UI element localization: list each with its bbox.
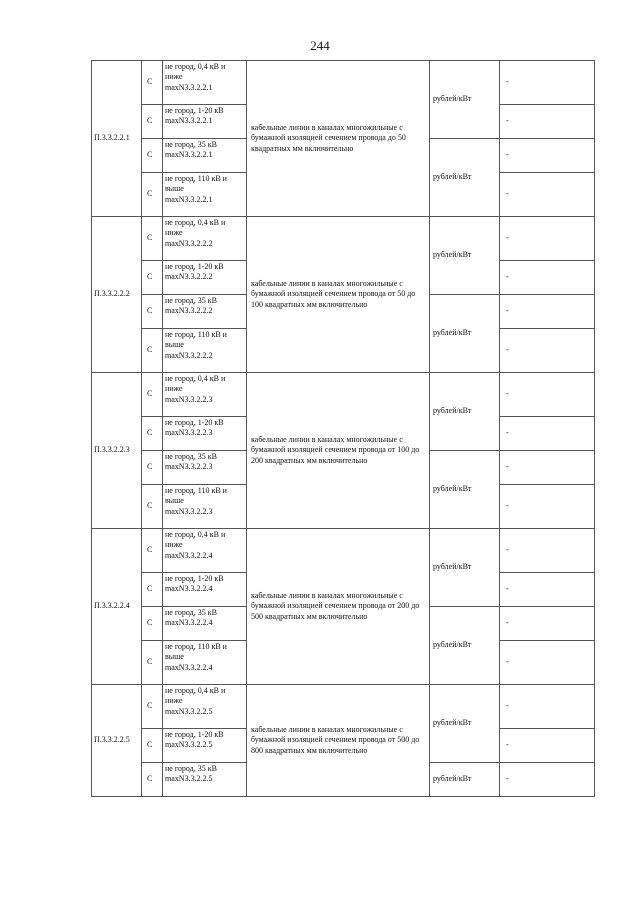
voltage-level-line: не город, 110 кВ и bbox=[165, 330, 227, 339]
voltage-level-line: maxN3.3.2.2.5 bbox=[165, 740, 213, 750]
table-row bbox=[92, 217, 595, 261]
voltage-level-line: выше bbox=[165, 496, 184, 506]
item-code: П.3.3.2.2.3 bbox=[92, 373, 142, 529]
category-letter: С bbox=[142, 729, 163, 763]
voltage-level-cell bbox=[163, 261, 247, 295]
voltage-level-line: ниже bbox=[165, 72, 183, 82]
category-letter: С bbox=[142, 451, 163, 485]
category-letter: С bbox=[142, 607, 163, 641]
voltage-level-cell bbox=[163, 729, 247, 763]
voltage-level-line: maxN3.3.2.2.2 bbox=[165, 350, 213, 360]
value-cell: - bbox=[500, 139, 595, 173]
voltage-level-cell bbox=[163, 485, 247, 529]
category-letter: С bbox=[142, 61, 163, 105]
voltage-level-line: выше bbox=[165, 340, 184, 350]
value-cell: - bbox=[500, 641, 595, 685]
voltage-level-line: maxN3.3.2.2.3 bbox=[165, 394, 213, 404]
line-description: кабельные линии в каналах многожильные с бумажной изоляцией сечением провода от 500 до 800 квадратных мм включительно bbox=[247, 685, 430, 797]
value-cell: - bbox=[500, 729, 595, 763]
item-code: П.3.3.2.2.2 bbox=[92, 217, 142, 373]
line-description: кабельные линии в каналах многожильные с бумажной изоляцией сечением провода от 100 до 200 квадратных мм включительно bbox=[247, 373, 430, 529]
voltage-level-line: maxN3.3.2.2.4 bbox=[165, 662, 213, 672]
voltage-level-cell bbox=[163, 573, 247, 607]
voltage-level-cell bbox=[163, 105, 247, 139]
unit-cell: рублей/кВт bbox=[430, 685, 500, 763]
category-letter: С bbox=[142, 373, 163, 417]
unit-cell: рублей/кВт bbox=[430, 529, 500, 607]
category-letter: С bbox=[142, 763, 163, 797]
category-letter: С bbox=[142, 139, 163, 173]
category-letter: С bbox=[142, 485, 163, 529]
category-letter: С bbox=[142, 641, 163, 685]
tariff-table-body bbox=[92, 61, 595, 797]
value-cell: - bbox=[500, 451, 595, 485]
voltage-level-line: не город, 35 кВ bbox=[165, 296, 217, 305]
value-cell: - bbox=[500, 763, 595, 797]
table-row bbox=[92, 373, 595, 417]
table-row bbox=[92, 61, 595, 105]
line-description: кабельные линии в каналах многожильные с бумажной изоляцией сечением провода от 50 до 100 квадратных мм включительно bbox=[247, 217, 430, 373]
value-cell: - bbox=[500, 261, 595, 295]
voltage-level-cell bbox=[163, 217, 247, 261]
voltage-level-cell bbox=[163, 417, 247, 451]
unit-cell: рублей/кВт bbox=[430, 763, 500, 797]
value-cell: - bbox=[500, 607, 595, 641]
voltage-level-line: maxN3.3.2.2.2 bbox=[165, 306, 213, 316]
voltage-level-line: ниже bbox=[165, 540, 183, 550]
voltage-level-line: maxN3.3.2.2.5 bbox=[165, 774, 213, 784]
voltage-level-line: выше bbox=[165, 652, 184, 662]
voltage-level-line: maxN3.3.2.2.5 bbox=[165, 706, 213, 716]
item-code: П.3.3.2.2.4 bbox=[92, 529, 142, 685]
voltage-level-line: maxN3.3.2.2.2 bbox=[165, 238, 213, 248]
category-letter: С bbox=[142, 685, 163, 729]
value-cell: - bbox=[500, 417, 595, 451]
category-letter: С bbox=[142, 261, 163, 295]
unit-cell: рублей/кВт bbox=[430, 373, 500, 451]
voltage-level-line: maxN3.3.2.2.1 bbox=[165, 194, 213, 204]
voltage-level-cell bbox=[163, 763, 247, 797]
voltage-level-line: maxN3.3.2.2.3 bbox=[165, 506, 213, 516]
category-letter: С bbox=[142, 329, 163, 373]
voltage-level-line: не город, 110 кВ и bbox=[165, 174, 227, 183]
table-row bbox=[92, 529, 595, 573]
value-cell: - bbox=[500, 373, 595, 417]
page-number: 244 bbox=[310, 38, 330, 53]
voltage-level-cell bbox=[163, 685, 247, 729]
voltage-level-cell bbox=[163, 329, 247, 373]
voltage-level-line: не город, 1-20 кВ bbox=[165, 106, 224, 115]
voltage-level-cell bbox=[163, 451, 247, 485]
category-letter: С bbox=[142, 105, 163, 139]
unit-cell: рублей/кВт bbox=[430, 451, 500, 529]
voltage-level-cell bbox=[163, 173, 247, 217]
voltage-level-line: не город, 1-20 кВ bbox=[165, 574, 224, 583]
value-cell: - bbox=[500, 529, 595, 573]
voltage-level-line: не город, 1-20 кВ bbox=[165, 418, 224, 427]
voltage-level-line: не город, 35 кВ bbox=[165, 764, 217, 773]
voltage-level-line: ниже bbox=[165, 228, 183, 238]
voltage-level-cell bbox=[163, 607, 247, 641]
voltage-level-line: не город, 35 кВ bbox=[165, 140, 217, 149]
category-letter: С bbox=[142, 295, 163, 329]
voltage-level-cell bbox=[163, 373, 247, 417]
line-description: кабельные линии в каналах многожильные с бумажной изоляцией сечением провода от 200 до 500 квадратных мм включительно bbox=[247, 529, 430, 685]
voltage-level-line: не город, 35 кВ bbox=[165, 608, 217, 617]
category-letter: С bbox=[142, 573, 163, 607]
voltage-level-line: не город, 35 кВ bbox=[165, 452, 217, 461]
value-cell: - bbox=[500, 105, 595, 139]
value-cell: - bbox=[500, 573, 595, 607]
category-letter: С bbox=[142, 417, 163, 451]
voltage-level-line: не город, 0,4 кВ и bbox=[165, 530, 226, 539]
value-cell: - bbox=[500, 329, 595, 373]
voltage-level-line: не город, 110 кВ и bbox=[165, 486, 227, 495]
voltage-level-line: не город, 0,4 кВ и bbox=[165, 62, 226, 71]
unit-cell: рублей/кВт bbox=[430, 139, 500, 217]
voltage-level-line: maxN3.3.2.2.3 bbox=[165, 428, 213, 438]
value-cell: - bbox=[500, 295, 595, 329]
voltage-level-line: не город, 1-20 кВ bbox=[165, 730, 224, 739]
voltage-level-line: maxN3.3.2.2.1 bbox=[165, 82, 213, 92]
voltage-level-line: maxN3.3.2.2.4 bbox=[165, 584, 213, 594]
unit-cell: рублей/кВт bbox=[430, 295, 500, 373]
voltage-level-line: maxN3.3.2.2.1 bbox=[165, 150, 213, 160]
value-cell: - bbox=[500, 61, 595, 105]
category-letter: С bbox=[142, 217, 163, 261]
voltage-level-line: не город, 110 кВ и bbox=[165, 642, 227, 651]
line-description: кабельные линии в каналах многожильные с бумажной изоляцией сечением провода до 50 квадратных мм включительно bbox=[247, 61, 430, 217]
voltage-level-cell bbox=[163, 139, 247, 173]
voltage-level-line: maxN3.3.2.2.3 bbox=[165, 462, 213, 472]
value-cell: - bbox=[500, 217, 595, 261]
voltage-level-line: не город, 0,4 кВ и bbox=[165, 374, 226, 383]
table-row bbox=[92, 685, 595, 729]
unit-cell: рублей/кВт bbox=[430, 607, 500, 685]
voltage-level-line: maxN3.3.2.2.2 bbox=[165, 272, 213, 282]
item-code: П.3.3.2.2.1 bbox=[92, 61, 142, 217]
voltage-level-cell bbox=[163, 61, 247, 105]
voltage-level-line: maxN3.3.2.2.4 bbox=[165, 550, 213, 560]
voltage-level-line: ниже bbox=[165, 696, 183, 706]
voltage-level-line: не город, 0,4 кВ и bbox=[165, 218, 226, 227]
item-code: П.3.3.2.2.5 bbox=[92, 685, 142, 797]
category-letter: С bbox=[142, 529, 163, 573]
value-cell: - bbox=[500, 173, 595, 217]
voltage-level-cell bbox=[163, 529, 247, 573]
tariff-table bbox=[91, 60, 595, 797]
voltage-level-line: не город, 0,4 кВ и bbox=[165, 686, 226, 695]
voltage-level-line: maxN3.3.2.2.4 bbox=[165, 618, 213, 628]
unit-cell: рублей/кВт bbox=[430, 61, 500, 139]
voltage-level-cell bbox=[163, 295, 247, 329]
unit-cell: рублей/кВт bbox=[430, 217, 500, 295]
voltage-level-line: выше bbox=[165, 184, 184, 194]
value-cell: - bbox=[500, 485, 595, 529]
voltage-level-line: maxN3.3.2.2.1 bbox=[165, 116, 213, 126]
voltage-level-line: не город, 1-20 кВ bbox=[165, 262, 224, 271]
value-cell: - bbox=[500, 685, 595, 729]
voltage-level-line: ниже bbox=[165, 384, 183, 394]
category-letter: С bbox=[142, 173, 163, 217]
voltage-level-cell bbox=[163, 641, 247, 685]
